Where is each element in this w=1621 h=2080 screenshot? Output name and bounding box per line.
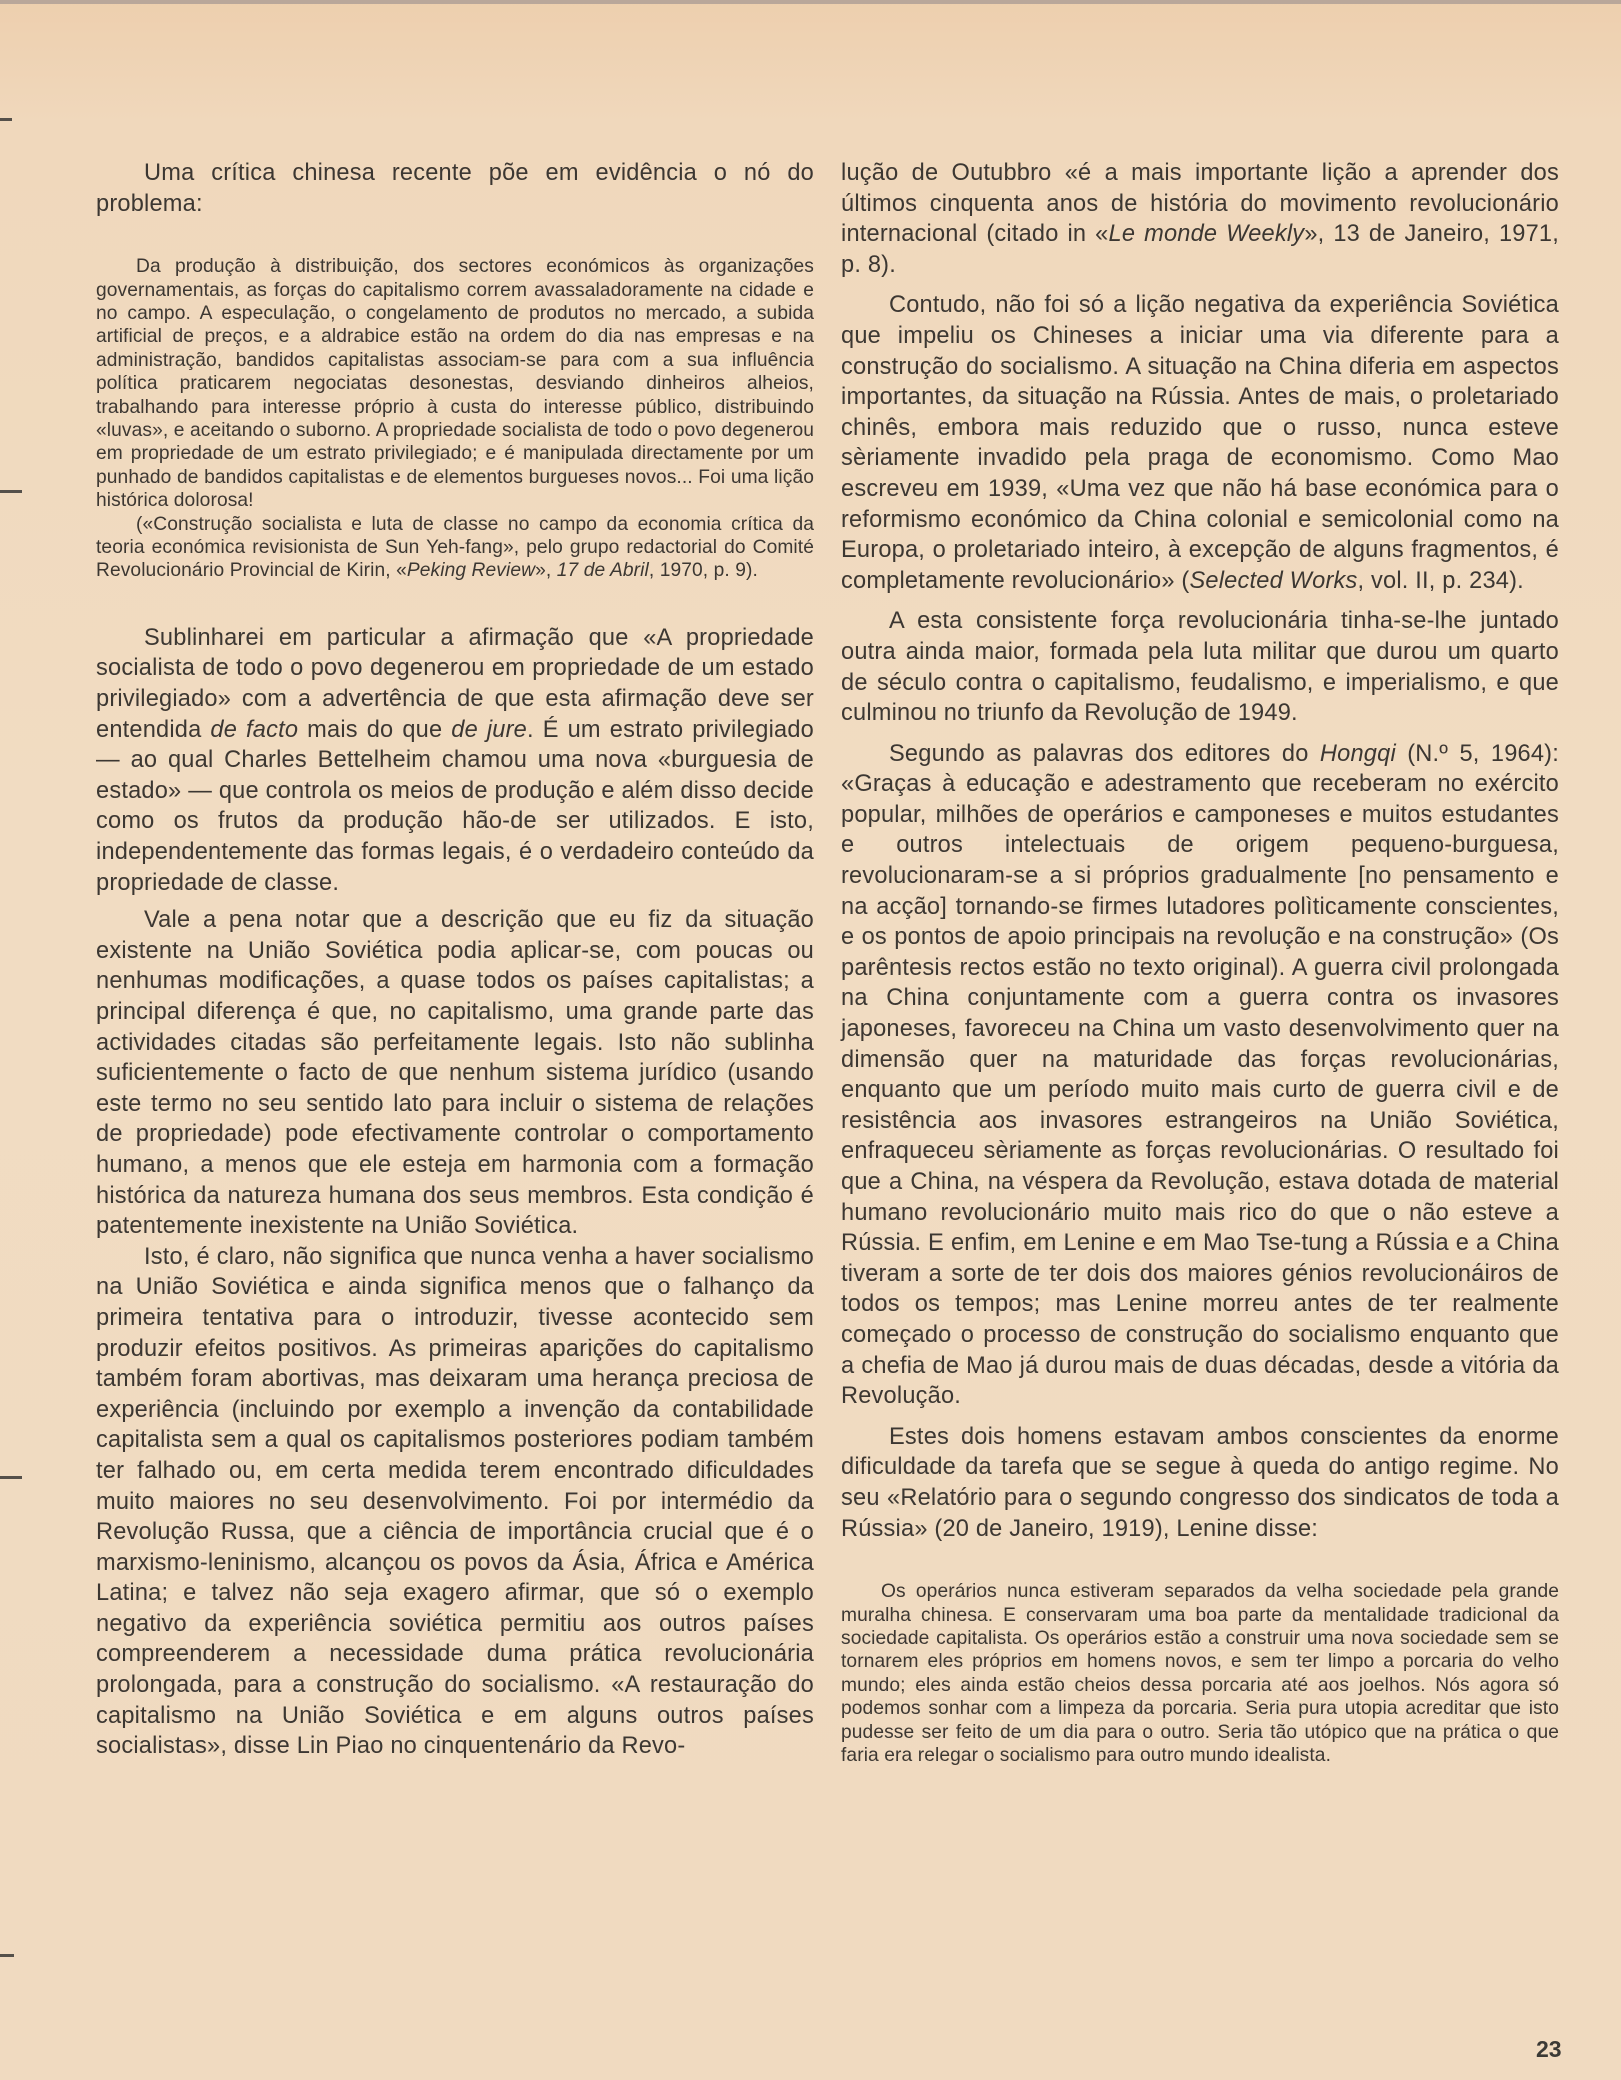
italic-title: Hongqi bbox=[1319, 740, 1396, 767]
italic-term: de facto bbox=[210, 716, 299, 743]
left-column bbox=[96, 158, 814, 1762]
italic-title: Selected Works bbox=[1189, 567, 1358, 594]
body-paragraph bbox=[96, 623, 814, 898]
body-paragraph bbox=[841, 290, 1559, 596]
block-quote-lenin: Os operários nunca estiveram separados da velha sociedade pela grande muralha chinesa. E conservaram uma boa parte da mentalidade tradicional da sociedade capitalista. Os operários estão a construir uma nova sociedade sem se tornarem eles próprios em homens novos, e sem ter limpo a porcaria do velho mundo; eles ainda estão cheios dessa porcaria até aos joelhos. Nós agora só podemos sonhar com a limpeza da porcaria. Seria pura utopia acreditar que isto pudesse ser feito de um dia para o outro. Seria tão utópico que na prática o que faria era relegar o socialismo para outro mundo idealista. bbox=[841, 1581, 1559, 1766]
margin-mark bbox=[0, 1476, 22, 1479]
scan-edge bbox=[0, 0, 1621, 4]
italic-term: de jure bbox=[451, 716, 527, 743]
text-run: Contudo, não foi só a lição negativa da experiência Soviética que impeliu os Chineses a iniciar uma via diferente para a construção do socialismo. A situação na China diferia em aspectos importantes, da situação na Rússia. Antes de mais, o proletariado chinês, embora mais reduzido que o russo, nunca esteve sèriamente invadido pela praga de economismo. Como Mao escreveu em 1939, «Uma vez que não há base económica para o reformismo económico da China colonial e semicolonial como na Europa, o proletariado inteiro, à excepção de alguns fragmentos, é completamente revolucionário» ( bbox=[841, 292, 1559, 594]
text-run: mais do que bbox=[298, 716, 452, 743]
italic-title: Le monde Weekly bbox=[1108, 221, 1305, 248]
margin-mark bbox=[0, 490, 22, 493]
text-run: , vol. II, p. 234). bbox=[1357, 567, 1524, 594]
body-paragraph: A esta consistente força revolucionária tinha-se-lhe juntado outra ainda maior, formada pela luta militar que durou um quarto de século contra o capitalismo, feudalismo, e imperialismo, e que culminou no triunfo da Revolução de 1949. bbox=[841, 608, 1559, 727]
margin-mark bbox=[0, 1954, 14, 1957]
quote-source-citation bbox=[96, 513, 814, 583]
body-paragraph bbox=[841, 739, 1559, 1412]
body-paragraph: Isto, é claro, não significa que nunca venha a haver socialismo na União Soviética e ainda significa menos que o falhanço da primeira tentativa para o introduzir, tivesse acontecido sem produzir efeitos positivos. As primeiras aparições do capitalismo também foram abortivas, mas deixaram uma herança preciosa de experiência (incluindo por exemplo a invenção da contabilidade capitalista sem a qual os capitalismos posteriores podiam também ter falhado ou, em certa medida terem encontrado dificuldades muito maiores no seu desenvolvimento. Foi por intermédio da Revolução Russa, que a ciência de importância crucial que é o marxismo-leninismo, alcançou os povos da Ásia, África e América Latina; e talvez não seja exagero afirmar, que só o exemplo negativo da experiência soviética permitiu aos outros países compreenderem a necessidade duma prática revolucionária prolongada, para a construção do socialismo. «A restauração do capitalismo na União Soviética e em alguns outros países socialistas», disse Lin Piao no cinquentenário da Revo- bbox=[96, 1243, 814, 1760]
intro-paragraph: Uma crítica chinesa recente põe em evidência o nó do problema: bbox=[96, 160, 814, 217]
right-column bbox=[841, 158, 1559, 1767]
citation-text: , 1970, p. 9). bbox=[648, 560, 758, 582]
text-run: . É um estrato privilegiado — ao qual Charles Bettelheim chamou uma nova «burguesia de estado» — que controla os meios de produção e além disso decide como os frutos da produção hão-de ser utilizados. E isto, independentemente das formas legais, é o verdadeiro conteúdo da propriedade de classe. bbox=[96, 716, 814, 896]
citation-date: 17 de Abril bbox=[556, 560, 649, 582]
text-run: Sublinharei em particular a afirmação que «A propriedade socialista de todo o povo degenerou em propriedade de um estado privilegiado» com a advertência de que esta afirmação deve ser entendida bbox=[96, 624, 814, 743]
body-paragraph: Vale a pena notar que a descrição que eu fiz da situação existente na União Soviética podia aplicar-se, com poucas ou nenhumas modificações, a quase todos os países capitalistas; a principal diferença é que, no capitalismo, uma grande parte das actividades citadas são perfeitamente legais. Isto não sublinha suficientemente o facto de que nenhum sistema jurídico (usando este termo no seu sentido lato para incluir o sistema de relações de propriedade) pode efectivamente controlar o comportamento humano, a menos que ele esteja em harmonia com a formação histórica da natureza humana dos seus membros. Esta condição é patentemente inexistente na União Soviética. bbox=[96, 907, 814, 1240]
page-number: 23 bbox=[1536, 2036, 1562, 2062]
text-run: (N.º 5, 1964): «Graças à educação e adestramento que receberam no exército popular, milhões de operários e camponeses e muitos estudantes e outros intelectuais de origem pequeno-burguesa, revolucionaram-se a si próprios gradualmente [no pensamento e na acção] tornando-se firmes lutadores polìticamente conscientes, e os pontos de apoio principais na revolução e na construção» (Os parêntesis rectos estão no texto original). A guerra civil prolongada na China conjuntamente com a guerra contra os invasores japoneses, favoreceu na China um vasto desenvolvimento quer na dimensão quer na maturidade das forças revolucionárias, enquanto que um período muito mais curto de guerra civil e de resistência aos invasores estrangeiros na União Soviética, enfraqueceu sèriamente as forças revolucionárias. O resultado foi que a China, na véspera da Revolução, estava dotada de material humano revolucionário muito mais rico do que o não esteve a Rússia. E enfim, em Lenine e em Mao Tse-tung a Rússia e a China tiveram a sorte de ter dois dos maiores génios revolucionáiros de todos os tempos; mas Lenine morreu antes de ter realmente começado o processo de construção do socialismo enquanto que a chefia de Mao já durou mais de duas décadas, desde a vitória da Revolução. bbox=[841, 740, 1559, 1410]
citation-text: », bbox=[535, 560, 557, 582]
text-run: Segundo as palavras dos editores do bbox=[889, 740, 1320, 767]
margin-mark bbox=[0, 118, 12, 121]
body-paragraph: Estes dois homens estavam ambos conscientes da enorme dificuldade da tarefa que se segue à queda do antigo regime. No seu «Relatório para o segundo congresso dos sindicatos de toda a Rússia» (20 de Janeiro, 1919), Lenine disse: bbox=[841, 1423, 1559, 1542]
block-quote-peking-review: Da produção à distribuição, dos sectores económicos às organizações governamentais, as forças do capitalismo correm avassaladoramente na cidade e no campo. A especulação, o congelamento de produtos no mercado, a subida artificial de preços, e a aldrabice estão na ordem do dia nas empresas e na administração, bandidos capitalistas associam-se para com a sua influência política praticarem negociatas desonestas, desviando dinheiros alheios, trabalhando para interesse próprio à custa do interesse público, distribuindo «luvas», e aceitando o suborno. A propriedade socialista de todo o povo degenerou em propriedade de um estrato privilegiado; e é manipulada directamente por um punhado de bandidos capitalistas e de elementos burgueses novos... Foi uma lição histórica dolorosa! bbox=[96, 256, 814, 512]
citation-text: («Construção socialista e luta de classe no campo da economia crítica da teoria económica revisionista de Sun Yeh-fang», pelo grupo redactorial do Comité Revolucionário Provincial de Kirin, « bbox=[96, 513, 814, 582]
text-run: », 13 de Janeiro, 1971, p. 8). bbox=[841, 221, 1560, 278]
citation-publication: Peking Review bbox=[406, 560, 536, 582]
text-run: lução de Outubbro «é a mais importante lição a aprender dos últimos cinquenta anos de história do movimento revolucionário internacional (citado in « bbox=[841, 160, 1559, 248]
body-paragraph bbox=[841, 158, 1559, 280]
